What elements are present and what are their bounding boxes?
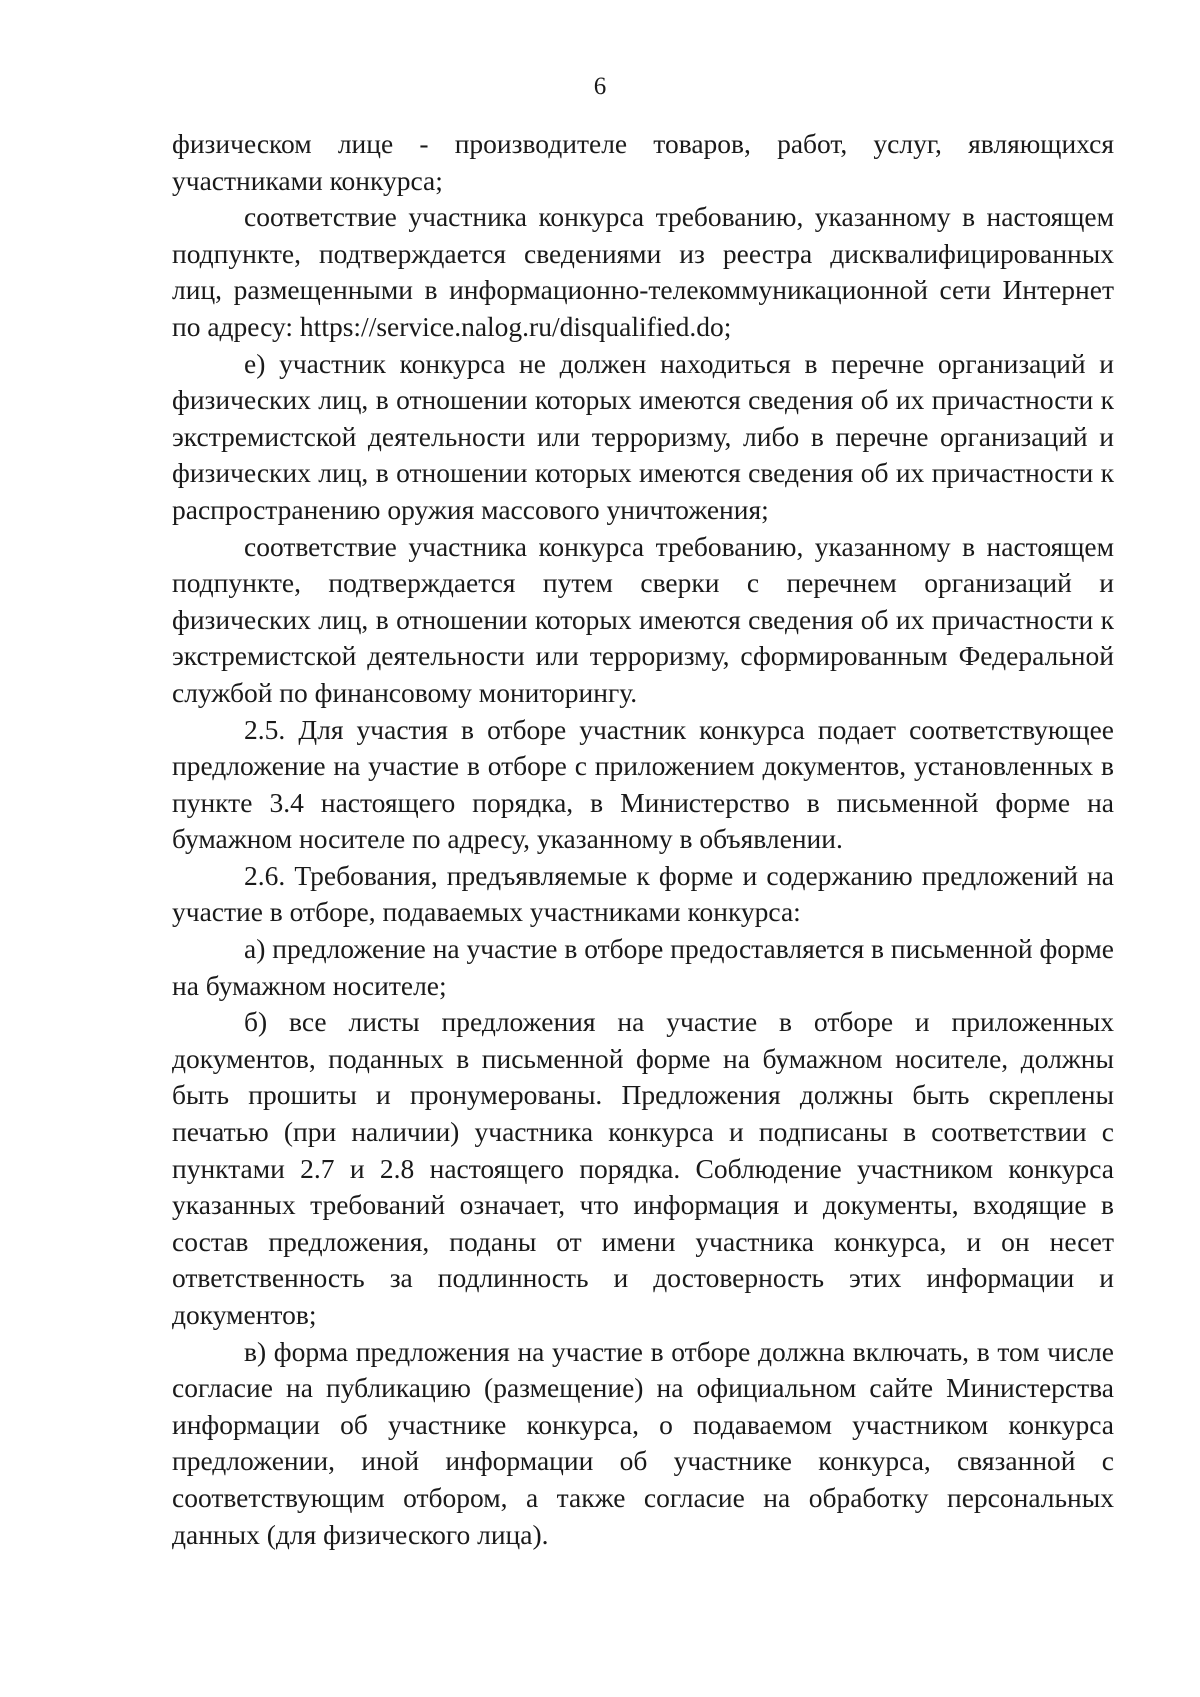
paragraph-2: соответствие участника конкурса требованию, указанному в настоящем подпункте, подтверждается сведениями из реестра дисквалифицированных лиц, размещенными в информационно-телекоммуникационной сети Интернет по адресу: https://service.nalog.ru/disqualified.do; — [172, 201, 1114, 342]
paragraph-9: в) форма предложения на участие в отборе должна включать, в том числе согласие на публикацию (размещение) на официальном сайте Министерства информации об участнике конкурса, о подаваемом участником конкурса предложении, иной информации об участнике конкурса, связанной с соответствующим отбором, а также согласие на обработку персональных данных (для физического лица). — [172, 1335, 1114, 1550]
paragraph-3: е) участник конкурса не должен находиться в перечне организаций и физических лиц, в отношении которых имеются сведения об их причастности к экстремистской деятельности или терроризму, либо в перечне организаций и физических лиц, в отношении которых имеются сведения об их причастности к распространению оружия массового уничтожения; — [172, 347, 1114, 525]
paragraph-5: 2.5. Для участия в отборе участник конкурса подает соответствующее предложение на участие в отборе с приложением документов, установленных в пункте 3.4 настоящего порядка, в Министерство в письменной форме на бумажном носителе по адресу, указанному в объявлении. — [172, 713, 1114, 855]
page-number: 6 — [593, 73, 607, 100]
paragraph-8: б) все листы предложения на участие в отборе и приложенных документов, поданных в письменной форме на бумажном носителе, должны быть прошиты и пронумерованы. Предложения должны быть скреплены печатью (при наличии) участника конкурса и подписаны в соответствии с пунктами 2.7 и 2.8 настоящего порядка. Соблюдение участником конкурса указанных требований означает, что информация и документы, входящие в состав предложения, поданы от имени участника конкурса, и он несет ответственность за подлинность и достоверность этих информации и документов; — [172, 1006, 1114, 1330]
paragraph-4: соответствие участника конкурса требованию, указанному в настоящем подпункте, подтверждается путем сверки с перечнем организаций и физических лиц, в отношении которых имеются сведения об их причастности к экстремистской деятельности или терроризму, сформированным Федеральной службой по финансовому мониторингу. — [172, 530, 1114, 708]
paragraph-7: а) предложение на участие в отборе предоставляется в письменной форме на бумажном носителе; — [172, 933, 1114, 1001]
paragraph-1: физическом лице - производителе товаров, работ, услуг, являющихся участниками конкурса; — [172, 128, 1114, 196]
paragraph-6: 2.6. Требования, предъявляемые к форме и содержанию предложений на участие в отборе, подаваемых участниками конкурса: — [172, 859, 1114, 928]
document-body — [172, 126, 1114, 1553]
